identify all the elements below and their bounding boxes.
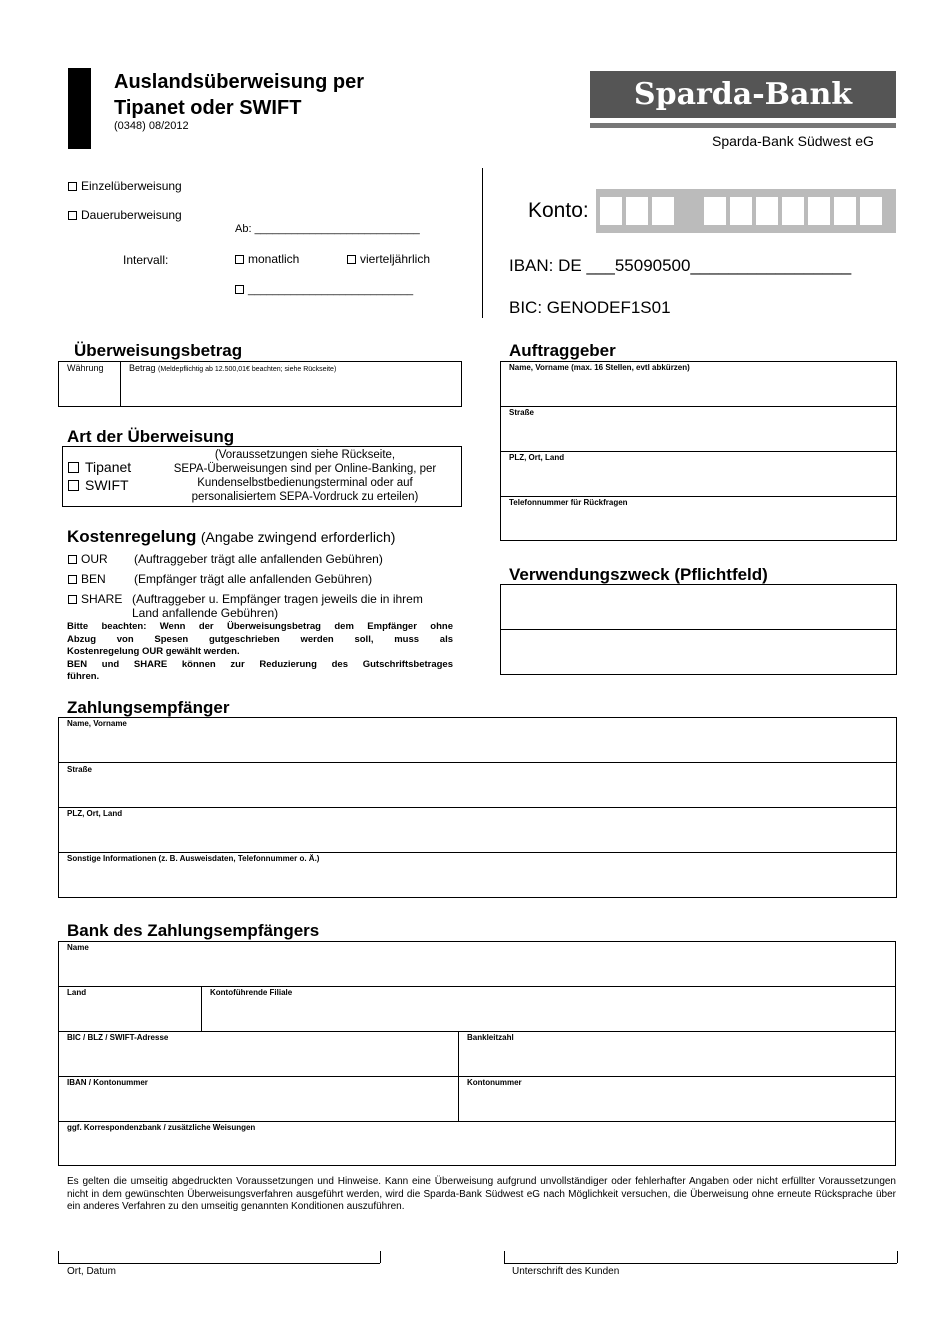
signature-label: Unterschrift des Kunden [512,1266,620,1277]
transfer-type-heading: Art der Überweisung [67,427,235,446]
cost-our-desc: (Auftraggeber trägt alle anfallenden Gebühren) [134,552,383,566]
checkbox-icon [68,555,77,564]
currency-label: Währung [67,363,104,373]
recipient-other-field[interactable]: Sonstige Informationen (z. B. Ausweisdaten, Telefonnummer o. Ä.) [67,854,320,863]
orderer-name-field[interactable]: Name, Vorname (max. 16 Stellen, evtl abkürzen) [509,363,690,372]
orderer-street-field[interactable]: Straße [509,408,534,417]
signature-line[interactable] [504,1263,897,1264]
checkbox-icon [235,255,244,264]
checkbox-icon [68,182,77,191]
logo-text: Sparda-Bank [633,77,853,112]
purpose-heading: Verwendungszweck (Pflichtfeld) [509,565,768,584]
bank-account-field[interactable]: Kontonummer [467,1078,522,1087]
cost-share-desc: (Auftraggeber u. Empfänger tragen jeweils die in ihrem Land anfallende Gebühren) [132,592,423,620]
amount-label-text: Betrag [129,363,156,373]
amount-note: (Meldepflichtig ab 12.500,01€ beachten; siehe Rückseite) [158,366,337,373]
recipient-name-field[interactable]: Name, Vorname [67,719,127,728]
recipient-heading: Zahlungsempfänger [67,698,230,717]
standing-order-label: Daueruberweisung [81,208,182,222]
single-transfer-label: Einzelüberweisung [81,179,182,193]
cost-share-option[interactable]: SHARE [68,592,122,606]
checkbox-icon [68,480,79,491]
tipanet-option[interactable] [68,459,131,475]
amount-heading: Überweisungsbetrag [74,341,243,360]
bank-iban-field[interactable]: IBAN / Kontonummer [67,1078,148,1087]
place-date-line[interactable] [58,1263,380,1264]
logo-underline [590,123,896,128]
title-line-2: Tipanet oder SWIFT [114,97,302,119]
iban-line: IBAN: DE ___55090500_________________ [509,256,852,275]
bank-branch-field[interactable]: Kontoführende Filiale [210,988,293,997]
checkbox-icon [68,595,77,604]
recipient-city-field[interactable]: PLZ, Ort, Land [67,809,123,818]
bank-correspondent-field[interactable]: ggf. Korrespondenzbank / zusätzliche Weisungen [67,1123,256,1132]
transfer-type-note: (Voraussetzungen siehe Rückseite, SEPA-Überweisungen sind per Online-Banking, per Kundenselbstbedienungsterminal oder auf personalisiertem SEPA-Vordruck zu erteilen) [173,449,437,503]
interval-label: Intervall: [123,253,169,267]
bank-logo [590,71,896,118]
swift-option[interactable] [68,477,129,493]
cost-notice: Bitte beachten: Wenn der Überweisungsbetrag dem Empfänger ohne Abzug von Spesen gutgeschrieben werden soll, muss als Kostenregelung OUR gewählt werden. BEN und SHARE können zur Reduzierung des Gutschriftsbetrages führen. [67,621,453,682]
amount-label [129,363,336,373]
bank-country-field[interactable]: Land [67,988,87,997]
konto-label: Konto: [528,199,589,222]
checkbox-icon [68,575,77,584]
checkbox-icon [68,211,77,220]
monthly-label: monatlich [248,252,300,266]
form-title [114,69,364,121]
bank-name-field[interactable]: Name [67,943,89,952]
other-interval-line: ___________________________ [248,284,414,296]
bank-bic-field[interactable]: BIC / BLZ / SWIFT-Adresse [67,1033,169,1042]
cost-ben-desc: (Empfänger trägt alle anfallenden Gebühren) [134,572,373,586]
black-bar-mark [68,68,91,149]
orderer-city-field[interactable]: PLZ, Ort, Land [509,453,565,462]
checkbox-icon [235,285,244,294]
monthly-option[interactable] [235,252,299,266]
tipanet-label: Tipanet [85,459,132,475]
quarterly-option[interactable] [347,252,430,266]
title-line-1: Auslandsüberweisung per [114,71,365,93]
form-code: (0348) 08/2012 [114,120,189,132]
cost-our-option[interactable]: OUR [68,552,108,566]
single-transfer-option[interactable] [68,179,182,193]
recipient-bank-box [58,941,896,1166]
standing-order-option[interactable] [68,208,182,222]
costs-heading: Kostenregelung (Angabe zwingend erforderlich) [67,527,396,546]
recipient-street-field[interactable]: Straße [67,765,92,774]
disclaimer: Es gelten die umseitig abgedruckten Voraussetzungen und Hinweise. Kann eine Überweisung aufgrund unvollständiger oder fehlerhafter Angaben oder nicht erfüllter Voraussetzungen nicht in dem gewünschten Überweisungsverfahren ausgeführt werden, wird die Sparda-Bank Südwest eG nach Möglichkeit versuchen, die Überweisung ohne erneute Rücksprache über ein anderes Verfahren zu den umseitig genannten Konditionen auszuführen. [67,1176,896,1212]
orderer-phone-field[interactable]: Telefonnummer für Rückfragen [509,498,628,507]
konto-grid[interactable] [596,189,896,233]
quarterly-label: vierteljährlich [360,252,431,266]
place-date-label: Ort, Datum [67,1266,116,1277]
divider-vertical [482,168,483,318]
from-date-field[interactable]: Ab: ___________________________ [235,223,420,235]
checkbox-icon [347,255,356,264]
recipient-bank-heading: Bank des Zahlungsempfängers [67,921,320,940]
swift-label: SWIFT [85,477,129,493]
checkbox-icon [68,462,79,473]
bic-line: BIC: GENODEF1S01 [509,298,671,317]
orderer-heading: Auftraggeber [509,341,616,360]
cost-ben-option[interactable]: BEN [68,572,106,586]
other-interval-option[interactable] [235,282,413,296]
bank-sort-code-field[interactable]: Bankleitzahl [467,1033,514,1042]
bank-name: Sparda-Bank Südwest eG [712,133,874,149]
